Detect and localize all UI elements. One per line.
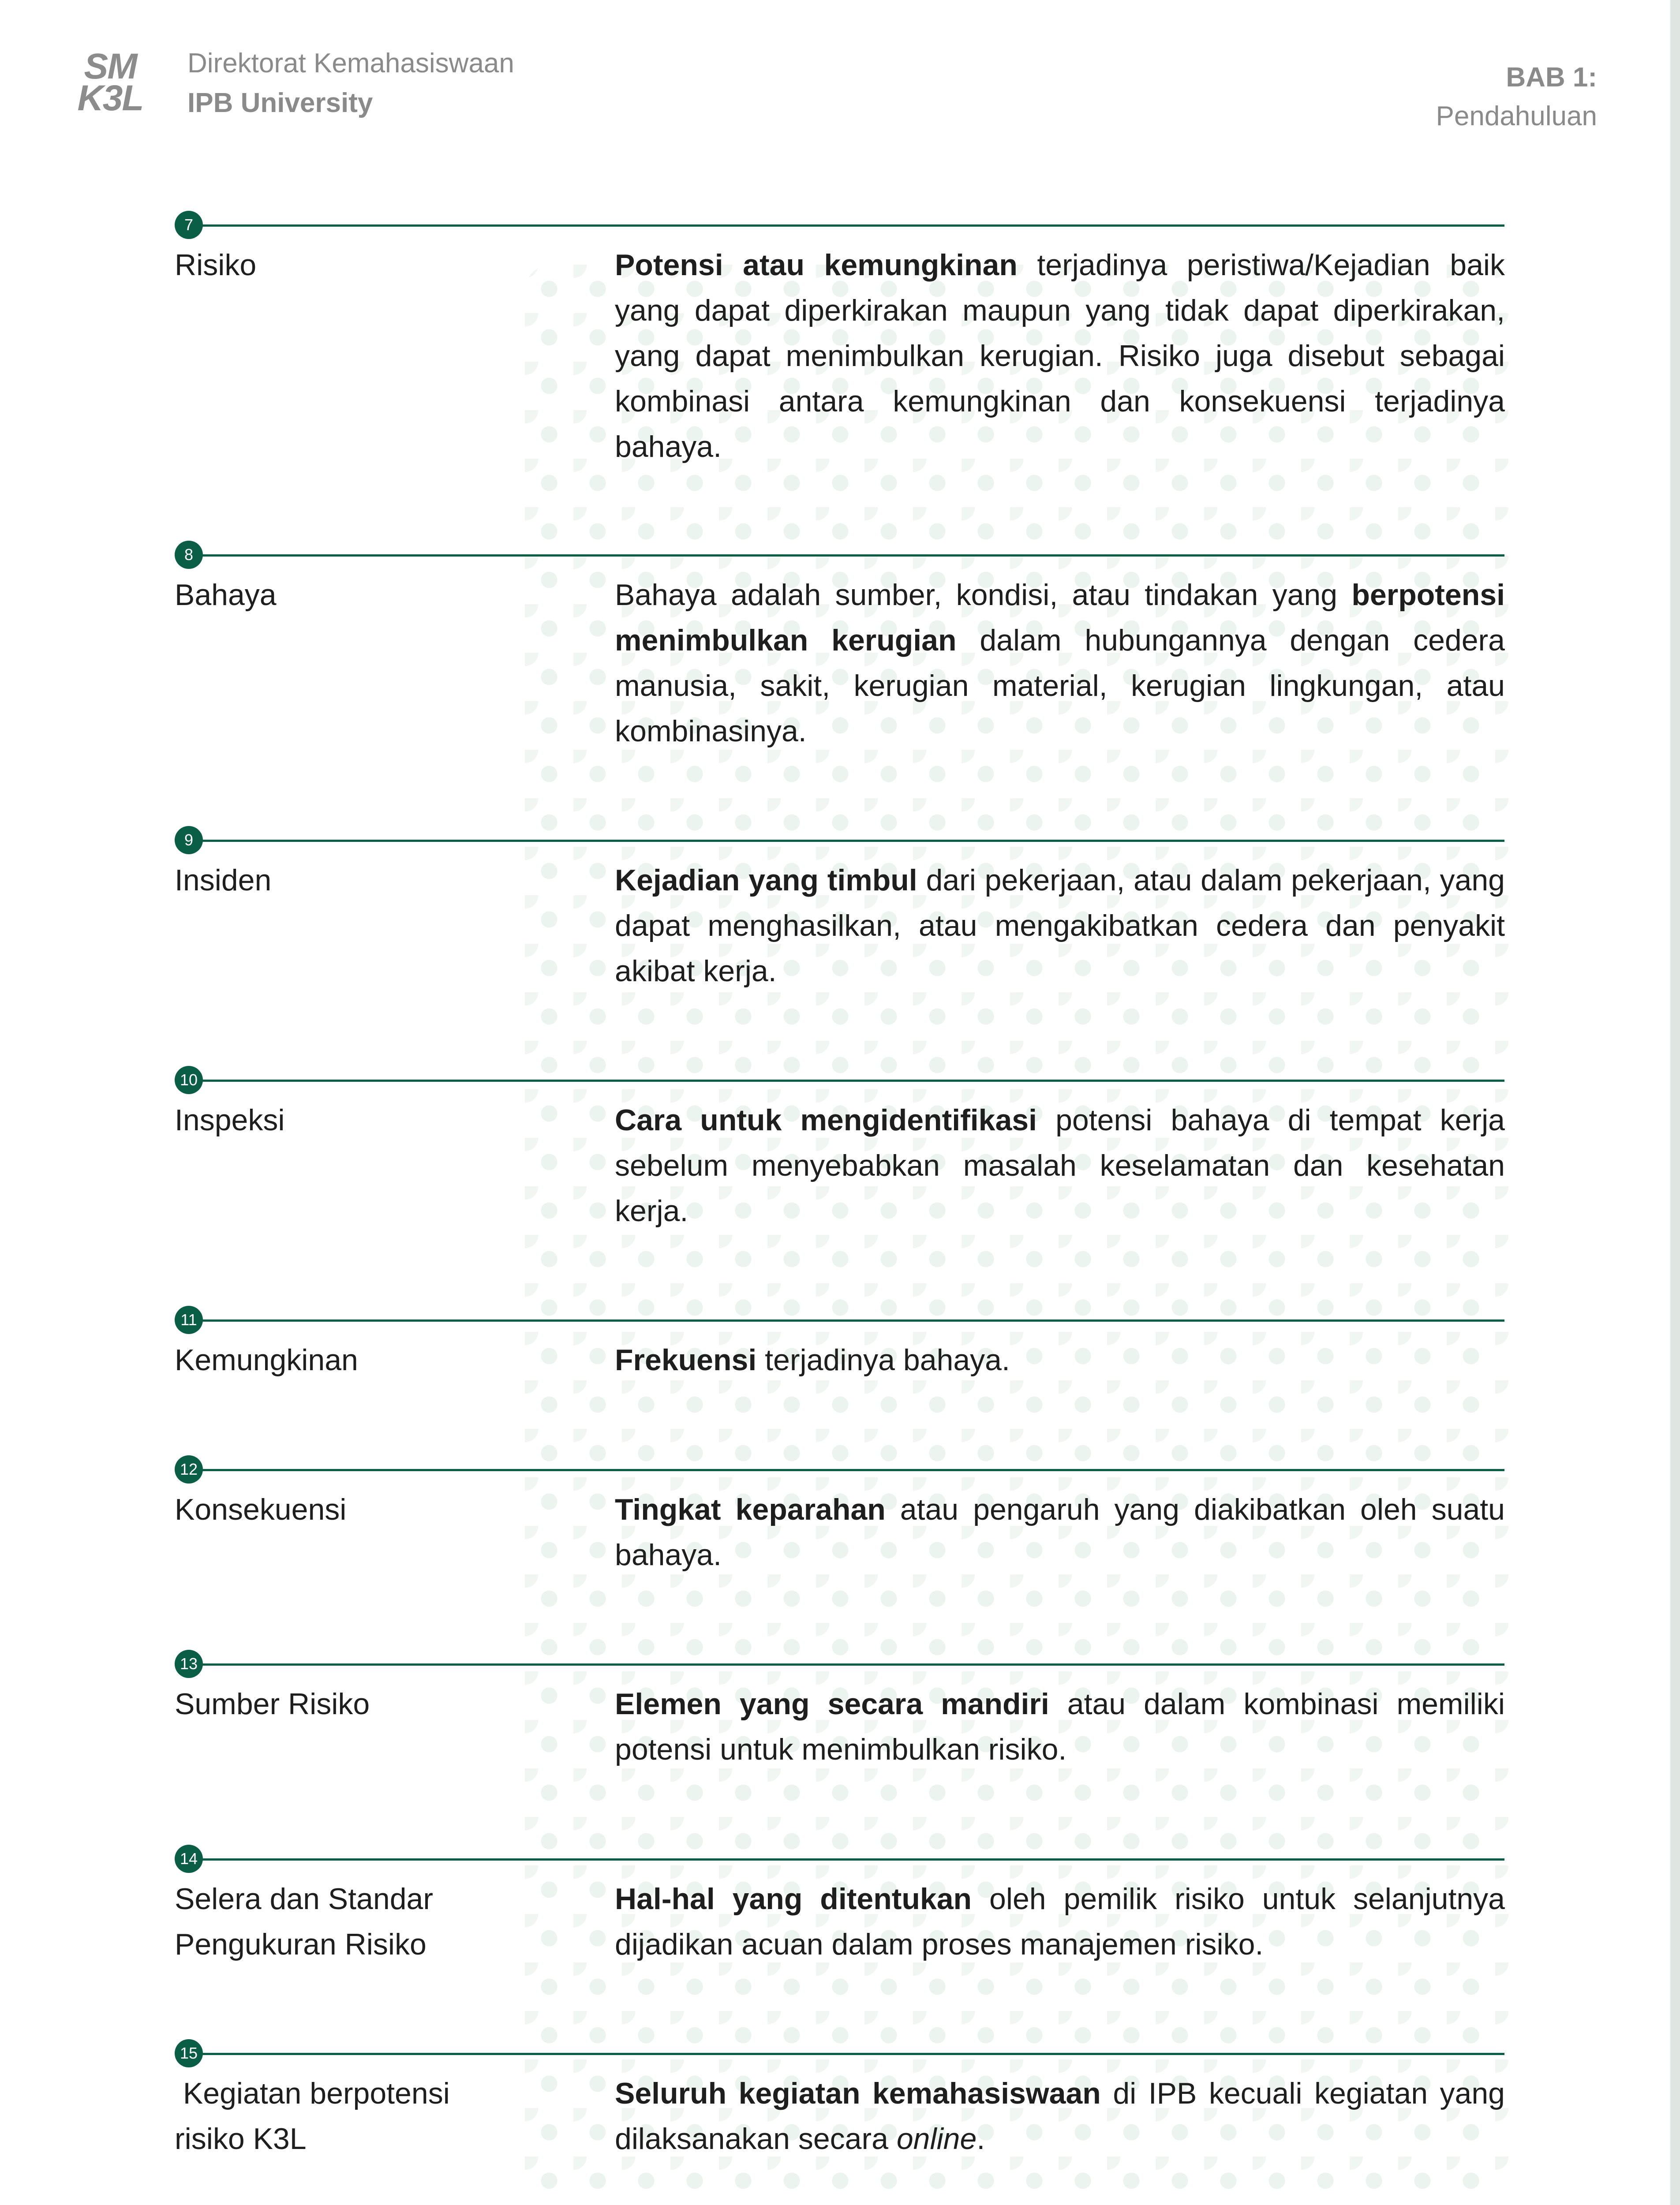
definition-text: atau pengaruh yang diakibatkan oleh suatu bahaya. [615, 1493, 1505, 1572]
entry-number-badge: 12 [175, 1455, 203, 1484]
entry-divider [188, 224, 1504, 227]
entry-number-badge: 14 [175, 1845, 203, 1873]
definition-text: terjadinya bahaya. [756, 1343, 1010, 1377]
entry-term: Konsekuensi [175, 1493, 347, 1526]
entry-term: Sumber Risiko [175, 1687, 370, 1721]
chapter-label: BAB 1: [1506, 62, 1597, 93]
definition-text: potensi bahaya di tempat kerja sebelum menyebabkan masalah keselamatan dan kesehatan kerja. [615, 1103, 1505, 1228]
definition-bold: Kejadian yang timbul [615, 863, 917, 897]
entry-number-badge: 10 [175, 1066, 203, 1094]
definition-text-pre: Bahaya adalah sumber, kondisi, atau tindakan yang [615, 578, 1352, 612]
entry-term: Inspeksi [175, 1103, 285, 1137]
entry-divider [188, 1663, 1504, 1666]
entry-divider [188, 840, 1504, 842]
entry-divider [188, 2053, 1504, 2055]
entry-definition [615, 1876, 1505, 1967]
smk3l-logo [71, 46, 150, 118]
chapter-title: Pendahuluan [1436, 101, 1597, 131]
entry-definition [615, 1487, 1505, 1578]
entry-divider [188, 1319, 1504, 1322]
entry-definition [615, 2071, 1505, 2162]
entry-definition [615, 243, 1505, 470]
entry-definition [615, 1338, 1505, 1383]
definition-bold: Cara untuk mengidentifikasi [615, 1103, 1037, 1137]
entry-number-badge: 8 [175, 541, 203, 569]
entry-number-badge: 7 [175, 211, 203, 239]
entry-definition [615, 858, 1505, 994]
definition-bold: Hal-hal yang ditentukan [615, 1882, 972, 1916]
entry-divider [188, 554, 1504, 557]
header-university: IPB University [187, 88, 373, 118]
entry-term: Kemungkinan [175, 1343, 358, 1377]
entry-number-badge: 13 [175, 1650, 203, 1678]
entry-divider [188, 1080, 1504, 1082]
definition-bold: Seluruh kegiatan kemahasiswaan [615, 2077, 1101, 2110]
header-org: Direktorat Kemahasiswaan [187, 48, 514, 78]
definition-bold: berpotensi menimbulkan kerugian [615, 578, 1505, 657]
entry-term: Kegiatan berpotensi risiko K3L [175, 2077, 450, 2156]
definition-text: dalam hubungannya dengan cedera manusia, sakit, kerugian material, kerugian lingkungan, atau kombinasinya. [615, 624, 1505, 748]
definition-bold: Potensi atau kemungkinan [615, 248, 1018, 282]
entry-number-badge: 11 [175, 1306, 203, 1334]
entry-definition [615, 1682, 1505, 1772]
entry-definition [615, 572, 1505, 754]
entry-number-badge: 15 [175, 2039, 203, 2067]
entry-definition [615, 1098, 1505, 1234]
entry-divider [188, 1858, 1504, 1861]
definition-text: atau dalam kombinasi memiliki potensi untuk menimbulkan risiko. [615, 1687, 1505, 1766]
definition-bold: Frekuensi [615, 1343, 757, 1377]
logo-line-1: SM [84, 46, 137, 86]
definition-text: dari pekerjaan, atau dalam pekerjaan, yang dapat menghasilkan, atau mengakibatkan cedera dan penyakit akibat kerja. [615, 863, 1505, 988]
definition-text: di IPB kecuali kegiatan yang dilaksanakan secara [615, 2077, 1505, 2156]
entry-term: Bahaya [175, 578, 277, 612]
page-edge-bar [1670, 0, 1680, 2205]
entry-term: Selera dan Standar Pengukuran Risiko [175, 1882, 433, 1961]
definition-text: terjadinya peristiwa/Kejadian baik yang dapat diperkirakan maupun yang tidak dapat diperkirakan, yang dapat menimbulkan kerugian. Risiko juga disebut sebagai kombinasi antara kemungkinan dan konsekuensi terjadinya bahaya. [615, 248, 1505, 463]
definition-bold: Tingkat keparahan [615, 1493, 886, 1526]
definition-text: oleh pemilik risiko untuk selanjutnya dijadikan acuan dalam proses manajemen risiko. [615, 1882, 1505, 1961]
logo-line-2: K3L [77, 78, 143, 118]
entry-number-badge: 9 [175, 826, 203, 854]
definition-bold: Elemen yang secara mandiri [615, 1687, 1049, 1721]
definition-italic: online [896, 2122, 977, 2156]
entry-term: Risiko [175, 248, 257, 282]
entry-divider [188, 1469, 1504, 1471]
definition-end: . [977, 2122, 985, 2156]
entry-term: Insiden [175, 863, 272, 897]
